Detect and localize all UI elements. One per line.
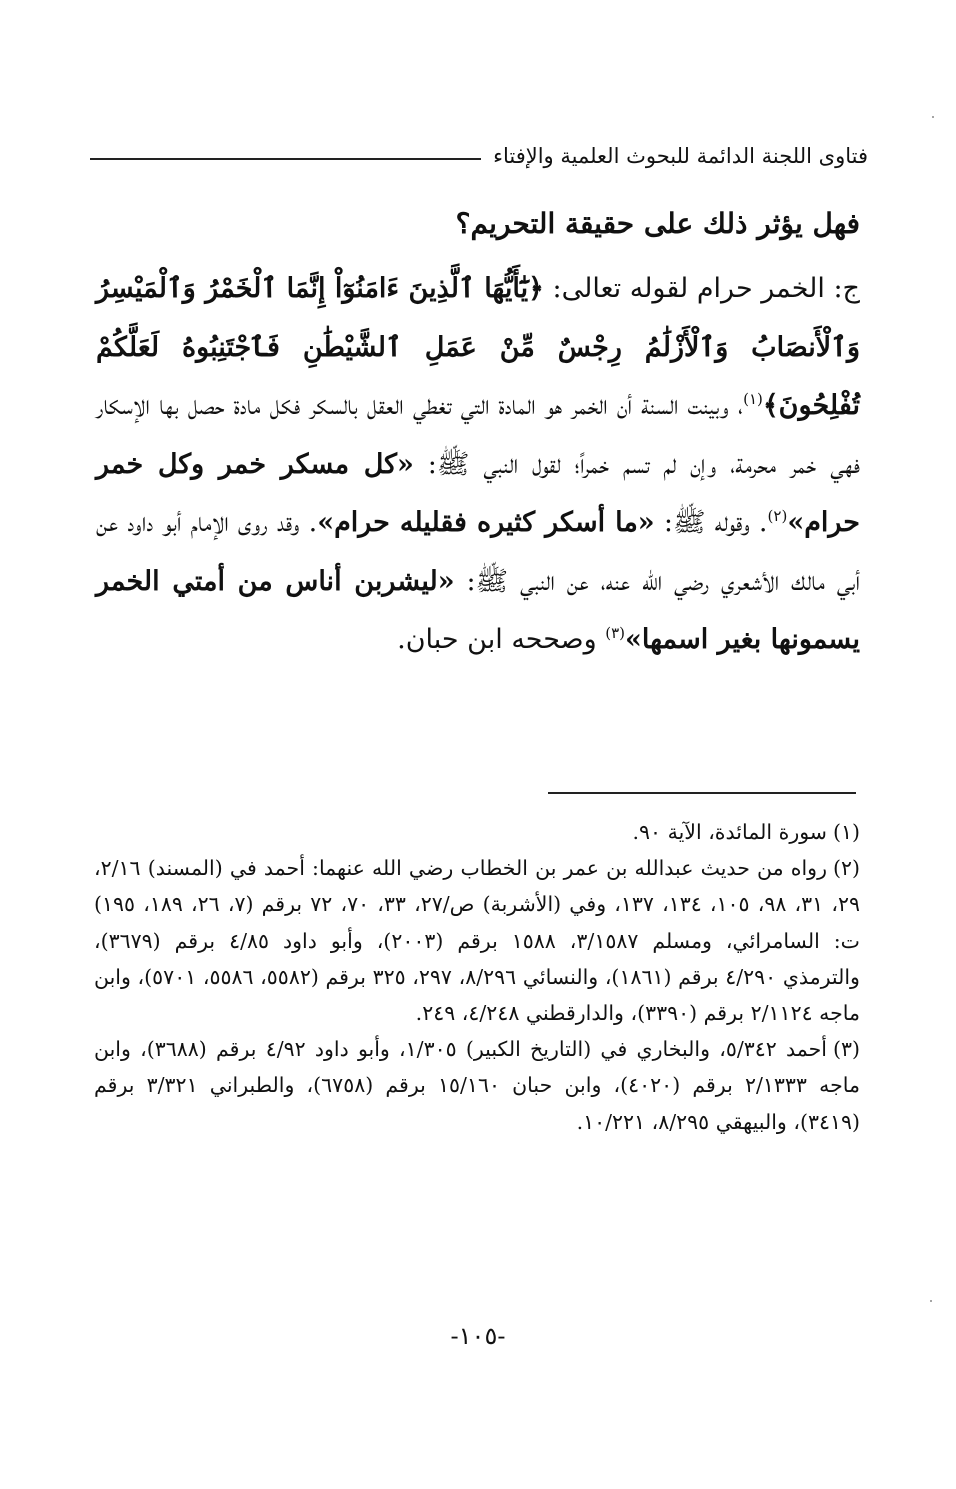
footnote-ref-2[interactable]: (٢)	[767, 507, 788, 525]
footnote-text: رواه من حديث عبدالله بن عمر بن الخطاب رضي الله عنهما: أحمد في (المسند) ٢/١٦، ٢٩، ٣١، ٩٨، ١٠٥، ١٣٤، ١٣٧، وفي (الأشربة) ص/٢٧، ٣٣، ٧٠، ٧٢ برقم (٧، ٢٦، ١٨٩، ١٩٥) ت: السامرائي، ومسلم ٣/١٥٨٧، ١٥٨٨ برقم (٢٠٠٣)، وأبو داود ٤/٨٥ برقم (٣٦٧٩)، والترمذي ٤/٢٩٠ برقم (١٨٦١)، والنسائي ٨/٢٩٦، ٢٩٧، ٣٢٥ برقم (٥٥٨٢، ٥٥٨٦، ٥٧٠١)، وابن ماجه ٢/١١٢٤ برقم (٣٣٩٠)، والدارقطني ٤/٢٤٨، ٢٤٩.	[94, 856, 861, 1026]
footnote-number: (١)	[832, 820, 860, 844]
question-text: فهل يؤثر ذلك على حقيقة التحريم؟	[455, 207, 860, 240]
answer-text-4: وصححه ابن حبان.	[397, 624, 606, 655]
page-number: -١٠٥-	[450, 1322, 506, 1350]
footnote-text: أحمد ٥/٣٤٢، والبخاري في (التاريخ الكبير) ١/٣٠٥، وأبو داود ٤/٩٢ برقم (٣٦٨٨)، وابن ماجه ٢/١٣٣٣ برقم (٤٠٢٠)، وابن حبان ١٥/١٦٠ برقم (٦٧٥٨)، والطبراني ٣/٣٢١ برقم (٣٤١٩)، والبيهقي ٨/٢٩٥، ١٠/٢٢١.	[94, 1037, 860, 1134]
scan-speck	[930, 1300, 932, 1302]
answer-text-2: . وقوله ﷺ:	[654, 507, 768, 538]
footnote-ref-3[interactable]: (٣)	[605, 624, 625, 642]
footnote-3	[94, 1031, 860, 1140]
footnote-2	[94, 850, 860, 1031]
footnote-ref-1[interactable]: (١)	[743, 390, 763, 408]
answer-intro: ج: الخمر حرام لقوله تعالى:	[543, 273, 860, 304]
footnote-text: سورة المائدة، الآية ٩٠.	[632, 820, 827, 844]
footnote-separator	[548, 792, 856, 794]
footnote-1	[94, 814, 860, 850]
footnotes-section	[94, 814, 860, 1140]
quran-verse: ﴿يَٰٓأَيُّهَا ٱلَّذِينَ ءَامَنُوٓاْ إِنَّمَا ٱلْخَمْرُ وَٱلْمَيْسِرُ وَٱلْأَنصَابُ وَٱلْأَزْلَٰمُ رِجْسٌ مِّنْ عَمَلِ ٱلشَّيْطَٰنِ فَٱجْتَنِبُوهُ لَعَلَّكُمْ تُفْلِحُونَ﴾	[96, 273, 860, 421]
footnote-number: (٢)	[832, 856, 860, 881]
hadith-2: «ما أسكر كثيره فقليله حرام»	[317, 507, 655, 538]
scan-speck	[932, 116, 934, 118]
running-header	[90, 138, 868, 174]
answer-text-3: . وقد روى الإمام أبو داود عن أبي مالك الأشعري رضي الله عنه، عن النبي ﷺ:	[96, 507, 860, 597]
hadith-3: «ليشربن أناس من أمتي الخمر يسمونها بغير اسمها»	[96, 565, 860, 655]
footnote-number: (٣)	[832, 1037, 860, 1062]
answer-text-1: ، وبينت السنة أن الخمر هو المادة التي تغطي العقل بالسكر فكل مادة حصل بها الإسكار فهي خمر محرمة، وإن لم تسم خمراً؛ لقول النبي ﷺ:	[96, 390, 860, 480]
hadith-1: «كل مسكر خمر وكل خمر حرام»	[96, 448, 860, 538]
answer-paragraph	[96, 260, 860, 670]
header-rule	[90, 158, 481, 160]
header-title: فتاوى اللجنة الدائمة للبحوث العلمية والإفتاء	[493, 144, 868, 168]
